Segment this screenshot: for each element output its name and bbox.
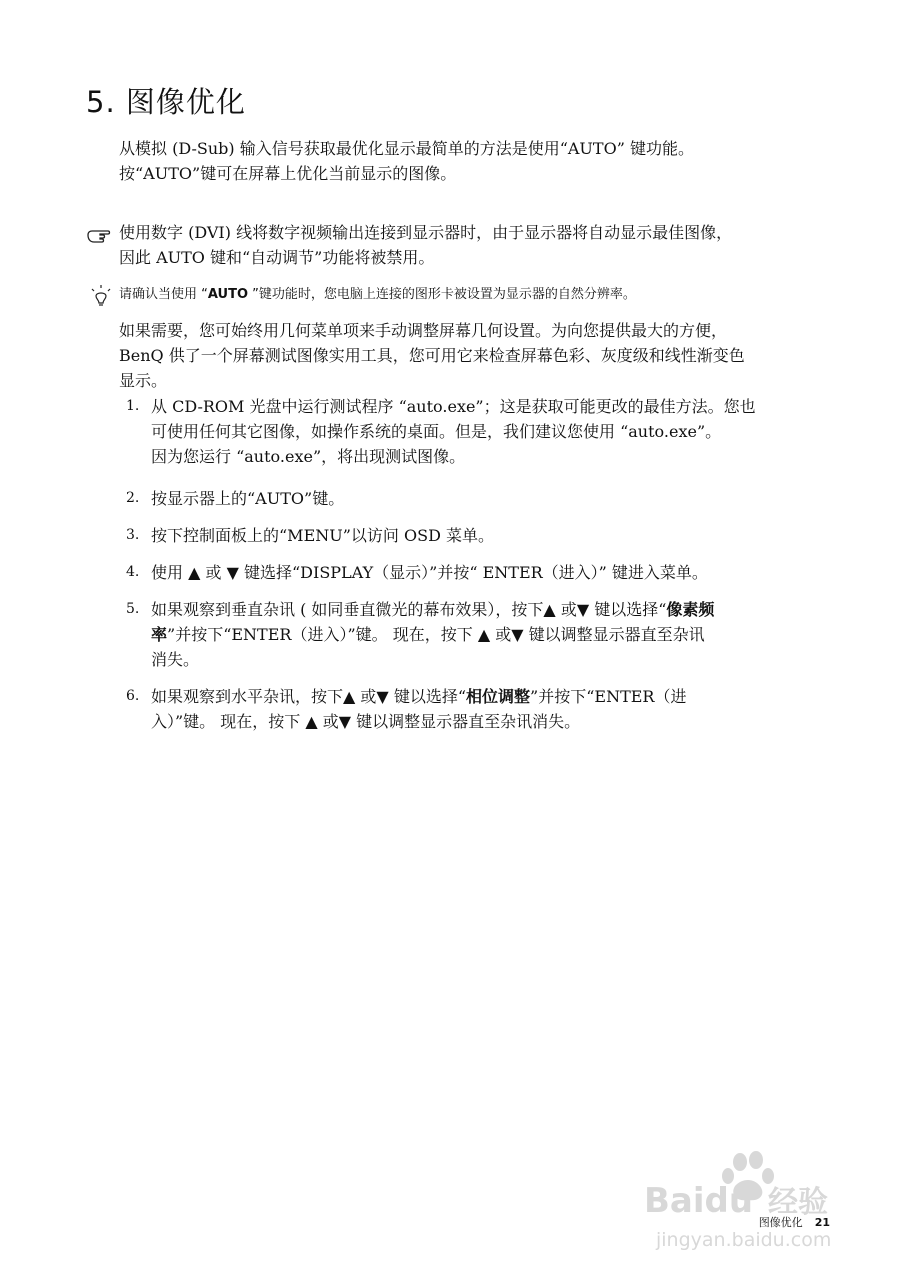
list-item [119, 597, 829, 672]
step-bold-text: 像素频 [666, 600, 715, 619]
down-arrow-icon: ▼ [226, 563, 239, 582]
step-text: 键以调整显示器直至杂讯 [523, 625, 705, 644]
step-text: 如果观察到水平杂讯，按下 [151, 687, 344, 706]
step-line [151, 684, 829, 709]
step-text: 或 [490, 625, 512, 644]
step-text: 如果观察到垂直杂讯 ( 如同垂直微光的幕布效果），按下 [151, 600, 544, 619]
step-bold-text: 相位调整 [466, 687, 531, 706]
step-text: 或 [317, 712, 339, 731]
step-text: 键选择“DISPLAY（显示）”并按“ ENTER（进入）” 键进入菜单。 [238, 563, 708, 582]
note-block [86, 220, 826, 270]
step-text: ”并按下“ENTER（进 [530, 687, 687, 706]
down-arrow-icon: ▼ [376, 687, 389, 706]
step-line: 可使用任何其它图像，如操作系统的桌面。但是，我们建议您使用 “auto.exe”。 [151, 422, 722, 441]
page-number: 21 [814, 1216, 830, 1229]
step-text: 或 [555, 600, 577, 619]
list-item [119, 523, 829, 548]
watermark-cn: 经验 [768, 1185, 828, 1220]
baidu-watermark [640, 1148, 855, 1258]
step-number: 1. [126, 398, 140, 414]
step-number: 4. [126, 564, 140, 580]
list-item [119, 684, 829, 734]
step-text: 使用 [151, 563, 189, 582]
up-arrow-icon: ▲ [343, 687, 356, 706]
up-arrow-icon: ▲ [188, 563, 201, 582]
note-line: 因此 AUTO 键和“自动调节”功能将被禁用。 [119, 248, 435, 267]
step-line [151, 597, 829, 622]
note-line: 使用数字 (DVI) 线将数字视频输出连接到显示器时，由于显示器将自动显示最佳图像， [119, 223, 733, 242]
intro-line: 按“AUTO”键可在屏幕上优化当前显示的图像。 [119, 164, 457, 183]
step-text: 或 [355, 687, 377, 706]
up-arrow-icon: ▲ [305, 712, 318, 731]
down-arrow-icon: ▼ [576, 600, 590, 619]
step-text: 键以选择“ [388, 687, 467, 706]
list-item [119, 560, 829, 585]
step-line [151, 622, 829, 647]
up-arrow-icon: ▲ [477, 625, 491, 644]
intro-line: 从模拟 (D-Sub) 输入信号获取最优化显示最简单的方法是使用“AUTO” 键功能。 [119, 139, 694, 158]
footer-section: 图像优化 [758, 1216, 803, 1229]
step-text: ”并按下“ENTER（进入）”键。 现在，按下 [167, 625, 478, 644]
step-line: 按下控制面板上的“MENU”以访问 OSD 菜单。 [151, 526, 494, 545]
page-title: 5. 图像优化 [86, 85, 246, 119]
body-paragraph [119, 318, 829, 393]
watermark-url: jingyan.baidu.com [656, 1229, 832, 1251]
paragraph-line: 显示。 [119, 371, 168, 390]
pointing-hand-icon [86, 223, 116, 245]
step-line: 消失。 [151, 650, 200, 669]
step-line [151, 709, 829, 734]
tip-block [86, 284, 826, 306]
paragraph-line: 如果需要，您可始终用几何菜单项来手动调整屏幕几何设置。为向您提供最大的方便， [119, 321, 728, 340]
step-line: 因为您运行 “auto.exe”，将出现测试图像。 [151, 447, 466, 466]
step-line [151, 560, 829, 585]
steps-list [119, 394, 829, 734]
watermark-brand: Baidu [644, 1181, 754, 1221]
step-text: 或 [200, 563, 227, 582]
step-text: 键以选择“ [589, 600, 667, 619]
intro-text [119, 136, 819, 186]
up-arrow-icon: ▲ [543, 600, 556, 619]
page-footer [759, 1214, 830, 1230]
step-number: 3. [126, 527, 140, 543]
tip-text: ”键功能时，您电脑上连接的图形卡被设置为显示器的自然分辨率。 [248, 287, 636, 302]
step-text: 键以调整显示器直至杂讯消失。 [351, 712, 581, 731]
step-line: 从 CD-ROM 光盘中运行测试程序 “auto.exe”；这是获取可能更改的最佳方法。您也 [151, 397, 756, 416]
list-item [119, 486, 829, 511]
step-bold-text: 率 [151, 625, 168, 644]
step-text: 入）”键。 现在，按下 [151, 712, 306, 731]
down-arrow-icon: ▼ [511, 625, 524, 644]
step-line: 按显示器上的“AUTO”键。 [151, 489, 345, 508]
step-number: 6. [126, 688, 140, 704]
list-item [119, 394, 829, 469]
paragraph-line: BenQ 供了一个屏幕测试图像实用工具，您可用它来检查屏幕色彩、灰度级和线性渐变色 [119, 346, 745, 365]
tip-text: 请确认当使用 “ [119, 287, 208, 302]
down-arrow-icon: ▼ [338, 712, 352, 731]
step-number: 2. [126, 490, 140, 506]
tip-bold-text: AUTO [207, 287, 249, 302]
step-number: 5. [126, 601, 140, 617]
lightbulb-icon [88, 284, 114, 308]
